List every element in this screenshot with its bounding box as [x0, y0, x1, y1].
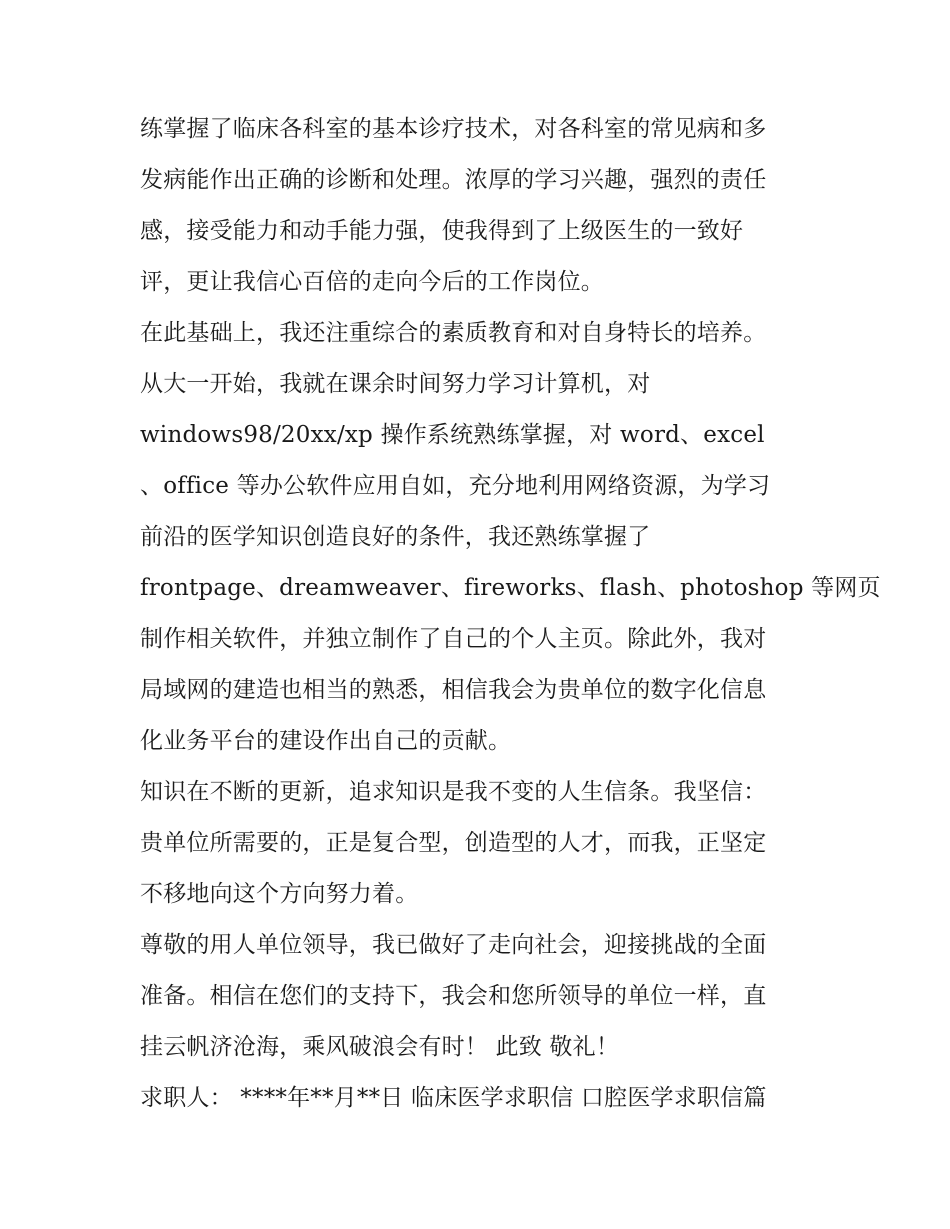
text-line: windows98/20xx/xp 操作系统熟练掌握，对 word、excel [140, 422, 765, 448]
text-line: 评，更让我信心百倍的走向今后的工作岗位。 [140, 269, 604, 295]
text-line: 练掌握了临床各科室的基本诊疗技术，对各科室的常见病和多 [140, 116, 767, 142]
text-line: 不移地向这个方向努力着。 [140, 881, 419, 907]
text-line: 化业务平台的建设作出自己的贡献。 [140, 728, 512, 754]
text-line: 感，接受能力和动手能力强，使我得到了上级医生的一致好 [140, 218, 744, 244]
text-line: frontpage、dreamweaver、fireworks、flash、photoshop 等网页 [140, 575, 881, 601]
text-line: 准备。相信在您们的支持下，我会和您所领导的单位一样，直 [140, 983, 767, 1009]
text-line: 贵单位所需要的，正是复合型，创造型的人才，而我，正坚定 [140, 830, 767, 856]
text-line: 知识在不断的更新，追求知识是我不变的人生信条。我坚信： [140, 779, 767, 805]
cover-letter-text [140, 104, 881, 1124]
text-line: 挂云帆济沧海，乘风破浪会有时！ 此致 敬礼！ [140, 1034, 620, 1060]
text-line: 、office 等办公软件应用自如，充分地利用网络资源，为学习 [140, 473, 771, 499]
text-line: 发病能作出正确的诊断和处理。浓厚的学习兴趣，强烈的责任 [140, 167, 767, 193]
text-line: 前沿的医学知识创造良好的条件，我还熟练掌握了 [140, 524, 651, 550]
text-line: 尊敬的用人单位领导，我已做好了走向社会，迎接挑战的全面 [140, 932, 767, 958]
text-line: 制作相关软件，并独立制作了自己的个人主页。除此外，我对 [140, 626, 767, 652]
signature-line: 求职人： ****年**月**日 临床医学求职信 口腔医学求职信篇 [140, 1085, 767, 1111]
text-line: 局域网的建造也相当的熟悉，相信我会为贵单位的数字化信息 [140, 677, 767, 703]
text-line: 从大一开始，我就在课余时间努力学习计算机，对 [140, 371, 651, 397]
text-line: 在此基础上，我还注重综合的素质教育和对自身特长的培养。 [140, 320, 767, 346]
